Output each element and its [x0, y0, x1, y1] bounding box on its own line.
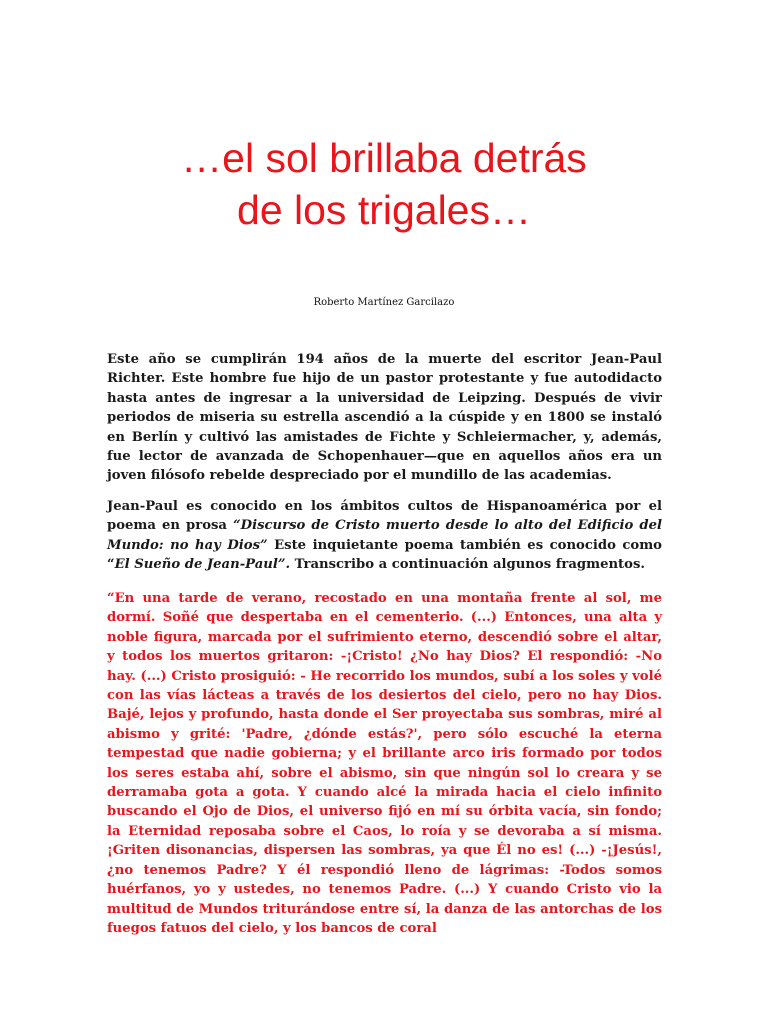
paragraph-poem-intro — [107, 497, 662, 575]
poem-alt-title: El Sueño de Jean-Paul”. — [114, 557, 291, 573]
paragraph-poem-intro-text-c: Transcribo a continuación algunos fragmentos. — [290, 557, 645, 573]
title-line-2: de los trigales… — [237, 187, 531, 233]
paragraph-intro: Este año se cumplirán 194 años de la muerte del escritor Jean-Paul Richter. Este hombre fue hijo de un pastor protestante y fue autodidacto hasta antes de ingresar a la universidad de Leipzing. Después de vivir periodos de miseria su estrella ascendió a la cúspide y en 1800 se instaló en Berlín y cultivó las amistades de Fichte y Schleiermacher, y, además, fue lector de avanzada de Schopenhauer—que en aquellos años era un joven filósofo rebelde despreciado por el mundillo de las academias. — [107, 352, 662, 484]
page-title — [0, 132, 768, 236]
poem-quote: “En una tarde de verano, recostado en una montaña frente al sol, me dormí. Soñé que despertaba en el cementerio. (...) Entonces, una alta y noble figura, marcada por el sufrimiento eterno, descendió sobre el altar, y todos los muertos gritaron: -¡Cristo! ¿No hay Dios? El respondió: -No hay. (...) Cristo prosiguió: - He recorrido los mundos, subí a los soles y volé con las vías lácteas a través de los desiertos del cielo, pero no hay Dios. Bajé, lejos y profundo, hasta donde el Ser proyectaba sus sombras, miré al abismo y grité: 'Padre, ¿dónde estás?', pero sólo escuché la eterna tempestad que nadie gobierna; y el brillante arco iris formado por todos los seres estaba ahí, sobre el abismo, sin que ningún sol lo creara y se derramaba gota a gota. Y cuando alcé la mirada hacia el cielo infinito buscando el Ojo de Dios, el universo fijó en mí su órbita vacía, sin fondo; la Eternidad reposaba sobre el Caos, lo roía y se devoraba a sí misma. ¡Griten disonancias, dispersen las sombras, ya que Él no es! (...) -¡Jesús!, ¿no tenemos Padre? Y él respondió lleno de lágrimas: -Todos somos huérfanos, yo y ustedes, no tenemos Padre. (...) Y cuando Cristo vio la multitud de Mundos triturándose entre sí, la danza de las antorchas de los fuegos fatuos del cielo, y los bancos de coral — [107, 591, 662, 936]
title-line-1: …el sol brillaba detrás — [181, 135, 587, 181]
paragraph-poem-intro-text-b: Este inquietante poema también es conocido como “ — [107, 537, 662, 573]
paragraph-poem-intro-text-a: Jean-Paul es conocido en los ámbitos cultos de Hispanoamérica por el poema en prosa — [107, 499, 662, 534]
author-name: Roberto Martínez Garcilazo — [313, 297, 455, 308]
poem-title: “Discurso de Cristo muerto desde lo alto del Edificio del Mundo: no hay Dios” — [107, 518, 662, 553]
